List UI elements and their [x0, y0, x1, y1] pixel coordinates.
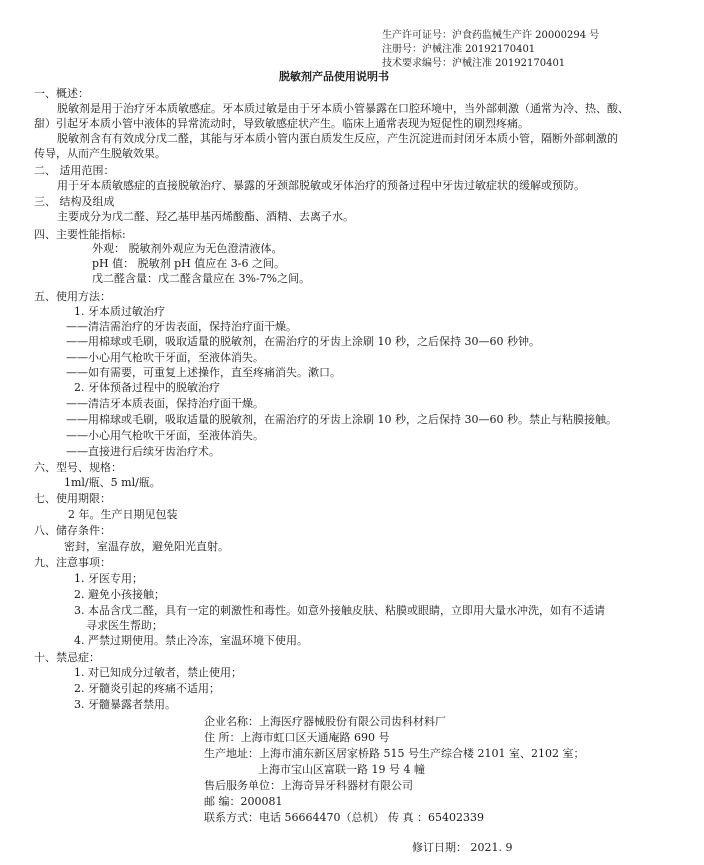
shelf-life-text: 2 年。生产日期见包装: [68, 508, 178, 521]
overview-line: 脱敏剂含有有效成分戊二醛，其能与牙本质小管内蛋白质发生反应，产生沉淀进而封闭牙本质小管，隔断外部刺激的: [57, 132, 618, 145]
usage-step: ——用棉球或毛刷，吸取适量的脱敏剂，在需治疗的牙齿上涂刷 10 秒，之后保持 30—60 秒钟。: [66, 335, 540, 348]
revision-date: 修订日期： 2021. 9: [412, 841, 513, 854]
section-heading-specs: 六、型号、规格：: [34, 461, 122, 474]
usage-step: ——直接进行后续牙齿治疗术。: [66, 445, 220, 458]
contraindication-item: 2. 牙髓炎引起的疼痛不适用；: [74, 682, 220, 695]
composition-text: 主要成分为戊二醛、羟乙基甲基丙烯酸酯、酒精、去离子水。: [57, 210, 354, 223]
company-residence: 住 所：上海市虹口区天通庵路 690 号: [204, 731, 390, 744]
usage-subheading: 2. 牙体预备过程中的脱敏治疗: [74, 381, 220, 394]
registration-number: 注册号：沪械注准 20192170401: [382, 44, 536, 55]
usage-step: ——小心用气枪吹干牙面，至液体消失。: [66, 351, 264, 364]
company-service-unit: 售后服务单位：上海奇异牙科器材有限公司: [204, 779, 413, 792]
performance-ph: pH 值： 脱敏剂 pH 值应在 3-6 之间。: [92, 257, 285, 270]
section-heading-precautions: 九、注意事项：: [34, 556, 111, 569]
performance-glutaraldehyde: 戊二醛含量：戊二醛含量应在 3%-7%之间。: [92, 272, 311, 285]
overview-line: 传导，从而产生脱敏效果。: [34, 147, 166, 160]
company-contact: 联系方式：电话 56664470（总机） 传 真 ：65402339: [204, 811, 484, 824]
company-production-address: 生产地址：上海市浦东新区居家桥路 515 号生产综合楼 2101 室、2102 室；: [204, 747, 585, 760]
section-heading-storage: 八、储存条件：: [34, 524, 111, 537]
usage-step: ——如有需要，可重复上述操作，直至疼痛消失。漱口。: [66, 366, 341, 379]
precaution-item-continued: 寻求医生帮助；: [86, 619, 163, 632]
section-heading-shelf-life: 七、使用期限：: [34, 492, 111, 505]
overview-line: 脱敏剂是用于治疗牙本质敏感症。牙本质过敏是由于牙本质小管暴露在口腔环境中，当外部刺激（通常为冷、热、酸、: [57, 102, 629, 115]
company-name: 企业名称：上海医疗器械股份有限公司齿科材料厂: [204, 715, 446, 728]
precaution-item: 4. 严禁过期使用。禁止冷冻，室温环境下使用。: [74, 634, 308, 647]
precaution-item: 2. 避免小孩接触；: [74, 588, 165, 601]
company-production-address-2: 上海市宝山区富联一路 19 号 4 幢: [258, 763, 425, 776]
license-number: 生产许可证号：沪食药监械生产许 20000294 号: [382, 30, 600, 41]
performance-appearance: 外观： 脱敏剂外观应为无色澄清液体。: [92, 242, 283, 255]
overview-line: 甜）引起牙本质小管中液体的异常流动时，导致敏感症状产生。临床上通常表现为短促性的刷烈疼痛。: [34, 117, 529, 130]
section-heading-performance: 四、主要性能指标:: [34, 228, 126, 241]
usage-step: ——小心用气枪吹干牙面，至液体消失。: [66, 429, 264, 442]
company-postcode: 邮 编：200081: [204, 795, 283, 808]
storage-text: 密封，室温存放，避免阳光直射。: [64, 540, 229, 553]
contraindication-item: 1. 对已知成分过敏者，禁止使用；: [74, 666, 242, 679]
document-title: 脱敏剂产品使用说明书: [279, 70, 389, 83]
section-heading-overview: 一、概述：: [34, 87, 89, 100]
section-heading-contraindications: 十、禁忌症：: [34, 651, 100, 664]
specs-text: 1ml/瓶、5 ml/瓶。: [64, 476, 161, 489]
section-heading-composition: 三、 结构及组成: [34, 195, 115, 208]
precaution-item: 3. 本品含戊二醛，具有一定的刺激性和毒性。如意外接触皮肤、粘膜或眼睛，立即用大量水冲洗，如有不适请: [74, 604, 605, 617]
precaution-item: 1. 牙医专用；: [74, 572, 143, 585]
scope-text: 用于牙本质敏感症的直接脱敏治疗、暴露的牙颈部脱敏或牙体治疗的预备过程中牙齿过敏症状的缓解或预防。: [57, 179, 585, 192]
section-heading-usage: 五、使用方法：: [34, 290, 111, 303]
usage-subheading: 1. 牙本质过敏治疗: [74, 305, 165, 318]
usage-step: ——清洁需治疗的牙齿表面，保持治疗面干燥。: [66, 320, 297, 333]
tech-requirement-number: 技术要求编号：沪械注准 20192170401: [382, 58, 566, 69]
section-heading-scope: 二、 适用范围：: [34, 164, 115, 177]
contraindication-item: 3. 牙髓暴露者禁用。: [74, 698, 176, 711]
usage-step: ——用棉球或毛刷，吸取适量的脱敏剂，在需治疗的牙齿上涂刷 10 秒，之后保持 30—60 秒。禁止与粘膜接触。: [66, 413, 617, 426]
usage-step: ——清洁牙本质表面，保持治疗面干燥。: [66, 397, 264, 410]
